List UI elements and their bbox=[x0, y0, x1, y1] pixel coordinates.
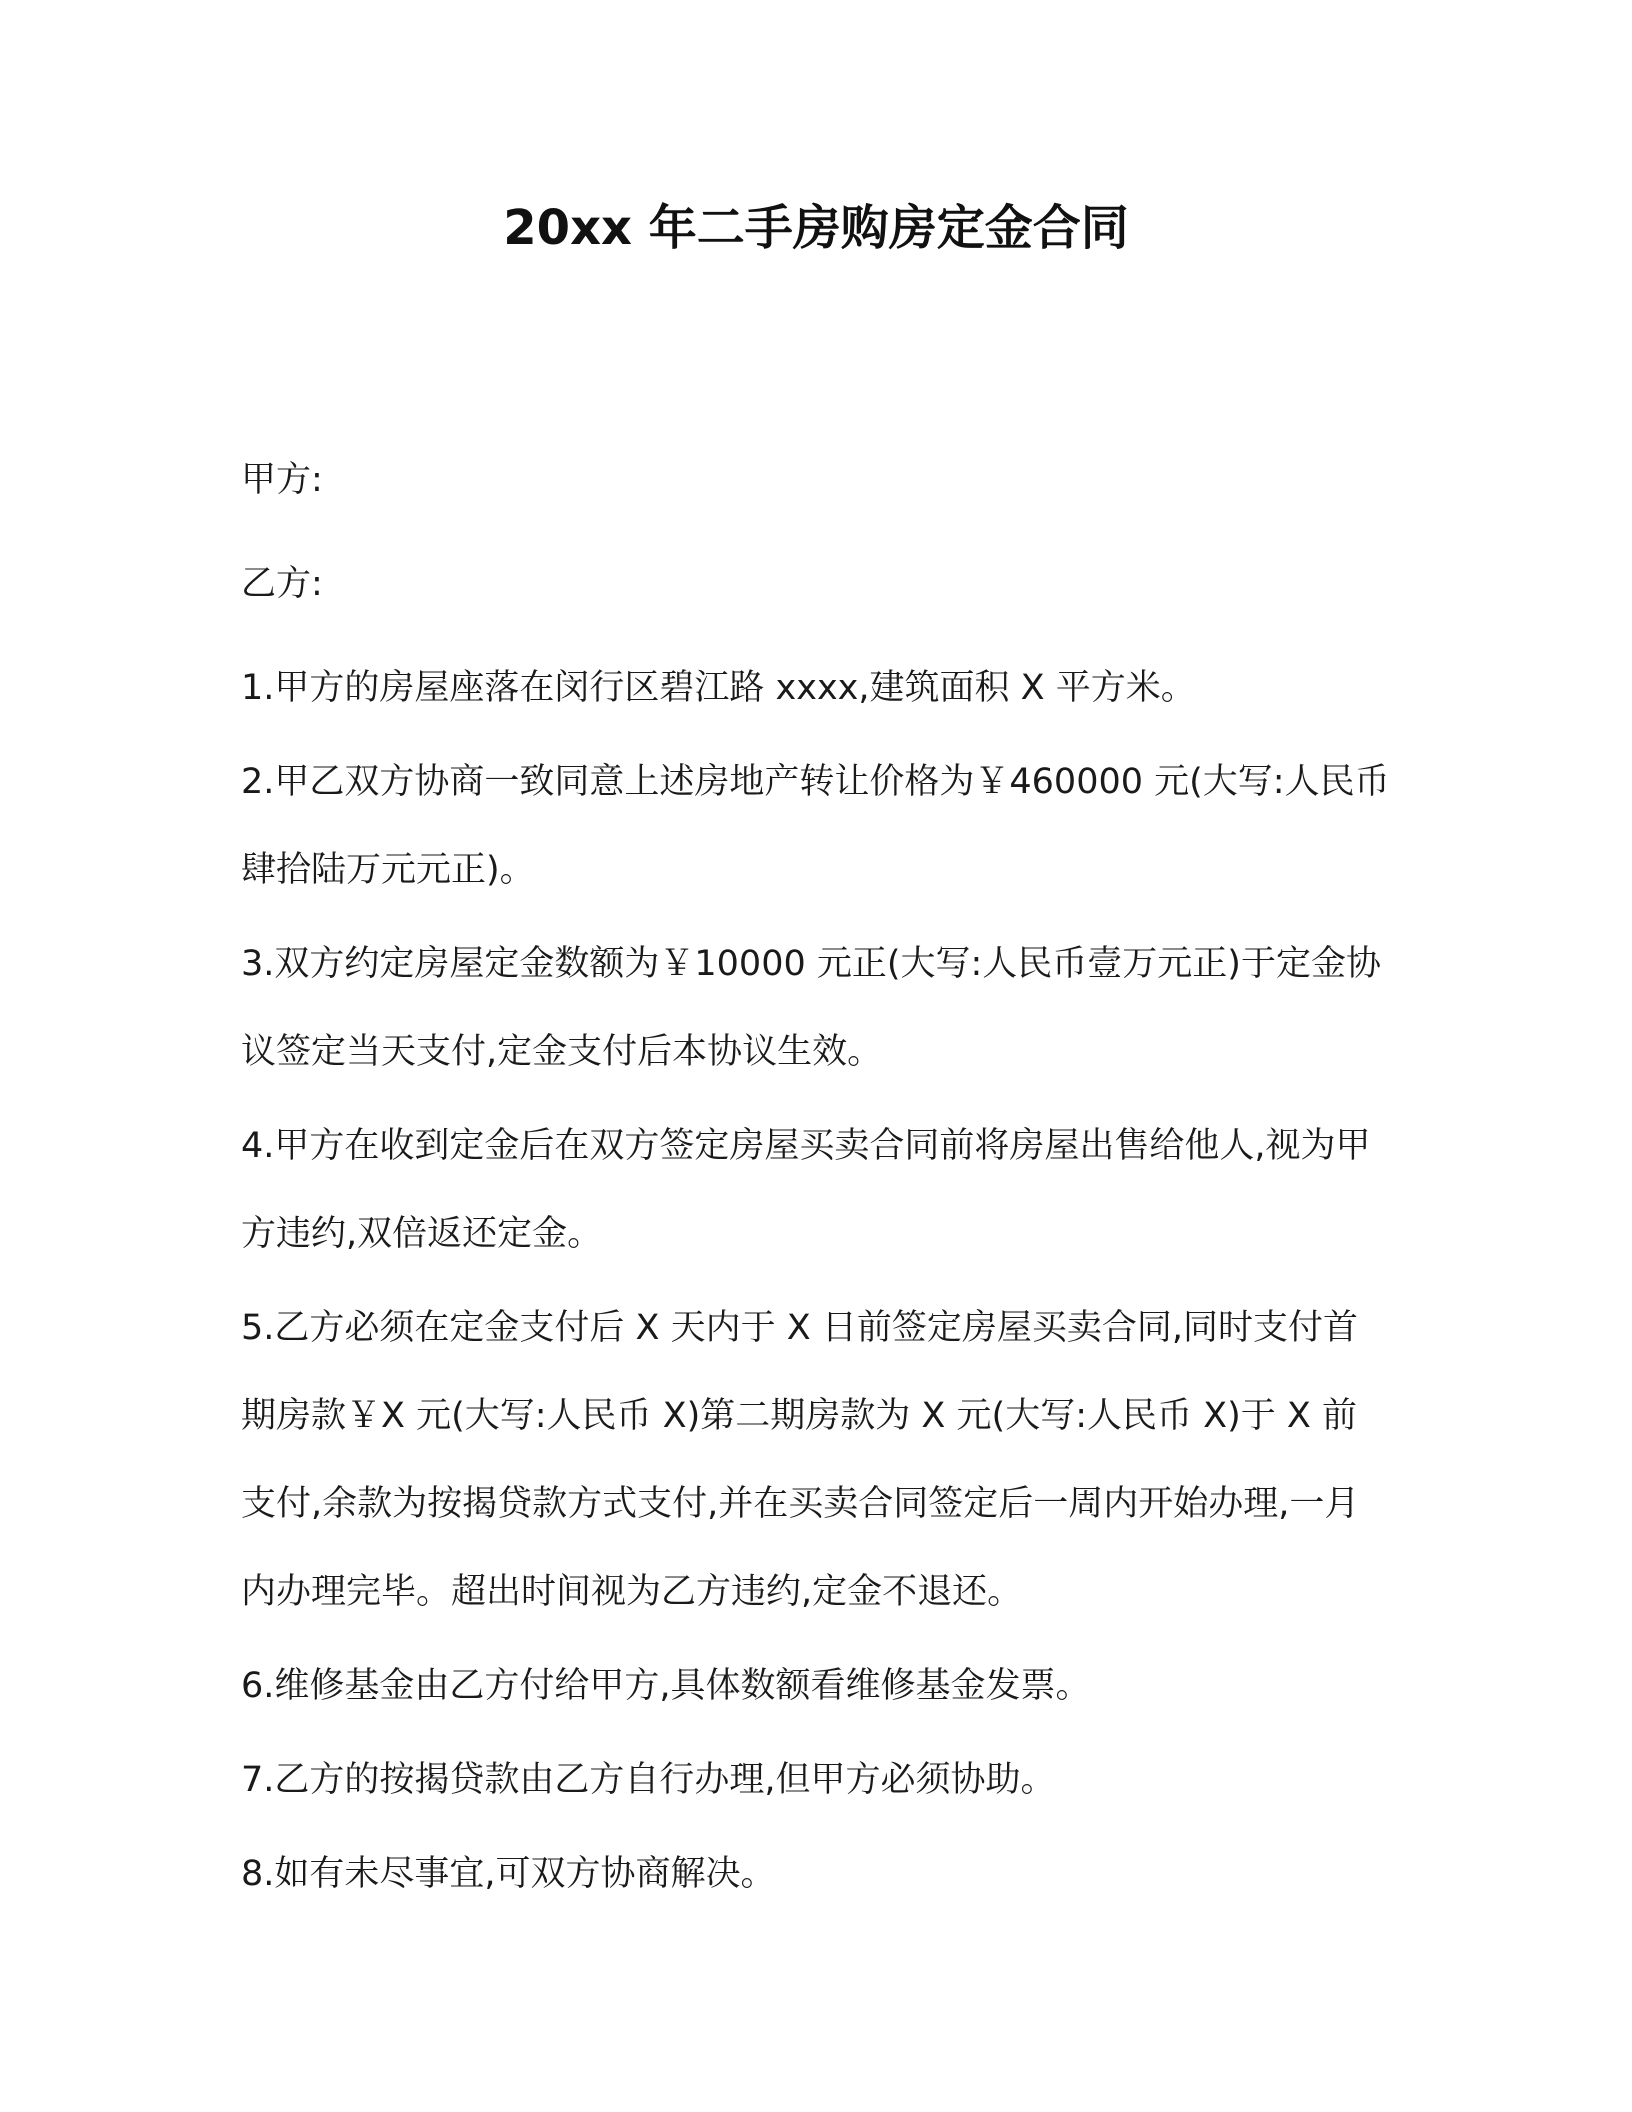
clause-6: 6.维修基金由乙方付给甲方,具体数额看维修基金发票。 bbox=[241, 1666, 1091, 1706]
document-body bbox=[241, 436, 1391, 1924]
party-a-line: 甲方: bbox=[241, 460, 323, 500]
clause-1: 1.甲方的房屋座落在闵行区碧江路 xxxx,建筑面积 X 平方米。 bbox=[241, 668, 1196, 708]
clause-5: 5.乙方必须在定金支付后 X 天内于 X 日前签定房屋买卖合同,同时支付首期房款￥X 元(大写:人民币 X)第二期房款为 X 元(大写:人民币 X)于 X 前支付,余款为按揭贷款方式支付,并在买卖合同签定后一周内开始办理,一月内办理完毕。超出时间视为乙方违约,定金不退还。 bbox=[241, 1308, 1360, 1612]
clause-7: 7.乙方的按揭贷款由乙方自行办理,但甲方必须协助。 bbox=[241, 1760, 1056, 1800]
clause-8: 8.如有未尽事宜,可双方协商解决。 bbox=[241, 1854, 776, 1894]
clause-3: 3.双方约定房屋定金数额为￥10000 元正(大写:人民币壹万元正)于定金协议签定当天支付,定金支付后本协议生效。 bbox=[241, 944, 1381, 1072]
clause-4: 4.甲方在收到定金后在双方签定房屋买卖合同前将房屋出售给他人,视为甲方违约,双倍返还定金。 bbox=[241, 1126, 1371, 1254]
party-b-line: 乙方: bbox=[241, 564, 323, 604]
document-title: 20xx 年二手房购房定金合同 bbox=[503, 200, 1129, 256]
clause-2: 2.甲乙双方协商一致同意上述房地产转让价格为￥460000 元(大写:人民币肆拾陆万元元正)。 bbox=[241, 762, 1390, 890]
